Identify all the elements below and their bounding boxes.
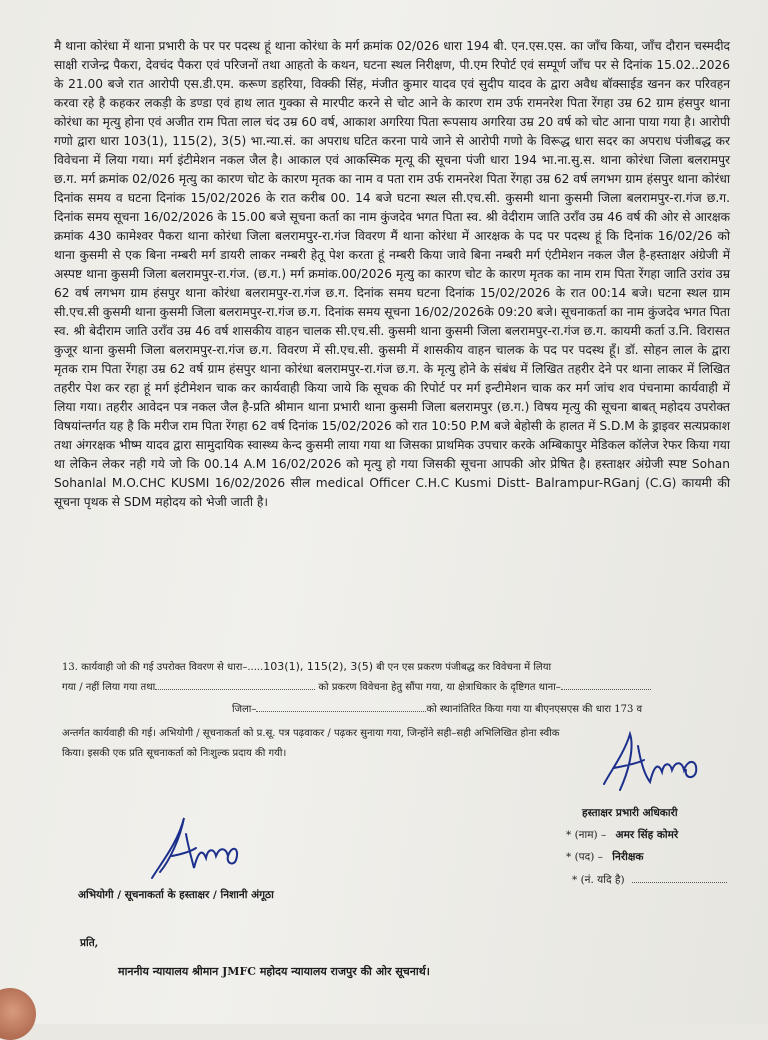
officer-post: निरीक्षक — [612, 851, 644, 863]
complainant-signature-label: अभियोगी / सूचनाकर्ता के हस्ताक्षर / निशानी अंगूठा — [78, 889, 274, 901]
section-13-line-2: गया / नहीं लिया गया तथा को प्रकरण विवेचना हेतु सौंपा गया, या क्षेत्राधिकार के दृष्टिगत थाना– — [62, 679, 651, 693]
officer-number-row: * (नं. यदि है) — [572, 872, 727, 887]
officer-signature — [600, 728, 710, 798]
finger-in-frame — [0, 988, 36, 1040]
officer-name: अमर सिंह कोमरे — [615, 829, 679, 841]
section-13-line-4: अन्तर्गत कार्यवाही की गई। अभियोगी / सूचनाकर्ता को प्र.सू. पत्र पढ़वाकर / पढ़कर सुनाया गया, जिन्होंने सही–सही अभिलिखित होना स्वीक — [62, 728, 560, 739]
copy-to-label: प्रति, — [80, 937, 99, 949]
section-13-line-5: किया। इसकी एक प्रति सूचनाकर्ता को निःशुल्क प्रदाय की गयी। — [62, 748, 287, 759]
officer-name-row: * (नाम) – अमर सिंह कोमरे — [566, 829, 679, 841]
section-13-line-1: 13. कार्यवाही जो की गई उपरोक्त विवरण से धारा–.....103(1), 115(2), 3(5) बी एन एस प्रकरण पंजीबद्ध कर विवेचना में लिया — [62, 660, 552, 673]
complainant-signature — [142, 812, 242, 882]
section-values: 103(1), 115(2), 3(5) — [263, 660, 374, 673]
blank-field — [155, 679, 315, 690]
narrative-text — [54, 37, 730, 512]
section-13-line-3: जिला– को स्थानांतिरित किया गया या बीएनएसएस की धारा 173 व — [232, 701, 642, 715]
narrative-paragraph: मै थाना कोरंधा में थाना प्रभारी के पर पर पदस्थ हूं थाना कोरंधा के मर्ग क्रमांक 02/026 धारा 194 बी. एन.एस.एस. का जाँच किया, जाँच दौरान चस्मदीद साक्षी राजेन्द्र पैकरा, देवचंद पैकरा एवं परिजनों तथा आहतो के कथन, घटना स्थल निरीक्षण, पी.एम रिपोर्ट एवं सम्पूर्ण जाँच पर से दिनांक 15.02..2026 के 21.00 बजे रात आरोपी एस.डी.एम. करूण डहरिया, विक्की सिंह, मंजीत कुमार यादव एवं सुदीप यादव के द्वारा अवैध बॉक्साईड खनन कर परिवहन करवा रहे है कहकर लकड़ी के डण्डा एवं हाथ लात गुक्का से मारपीट करने से चोट आने के कारण राम उर्फ रामनरेश पिता रेंगहा उम्र 62 ग्राम हंसपुर थाना कोरंधा का मृत्यु होना एवं अजीत राम पिता लाल चंद उम्र 60 वर्ष, आकाश अगरिया पिता रूपसाय अगरिया उम्र 20 वर्ष को चोट आना पाया गया है। आरोपी गणो द्वारा धारा 103(1), 115(2), 3(5) भा.न्या.सं. का अपराध घटित करना पाये जाने से आरोपी गणो के विरूद्ध धारा सदर का अपराध पंजीबद्ध कर विवेचना में लिया गया। मर्ग इंटीमेशन नकल जैल है। आकाल एवं आकस्मिक मृत्यू की सूचना पंजी धारा 194 भा.ना.सु.स. थाना कोरंधा जिला बलरामपुर छ.ग. मर्ग क्रमांक 02/026 मृत्यु का कारण चोट के कारण मृतक का नाम व पता राम उर्फ रामनरेश पिता रेंगहा उम्र 62 वर्ष लगभग ग्राम हंसपुर थाना कोरंधा दिनांक समय व घटना दिनांक 15/02/2026 के रात करीब 00. 14 बजे घटना स्थल सी.एच.सी. कुसमी थाना कुसमी जिला बलरामपुर-रा.गंज छ.ग. दिनांक समय सूचना 16/02/2026 के 15.00 बजे सूचना कर्ता का नाम कुंजदेव भगत पिता स्व. श्री वेदीराम जाति उराँव उम्र 46 वर्ष की ओर से आरक्षक क्रमांक 430 कामेश्वर पैकरा थाना कोरंधा जिला बलरामपुर-रा.गंज विवरण मैं थाना कोरंधा में आरक्षक के पद पर पदस्थ हूं कि दिनांक 16/02/26 को थाना कुसमी से एक बिना नम्बरी मर्ग डायरी लाकर नम्बरी हेतू पेश करता हूं नम्बरी किया जावे बिना नम्बरी मर्ग एंटीमेशन नकल जैल है-हस्ताक्षर अंग्रेजी में अस्पष्ट थाना कुसमी जिला बलरामपुर-रा.गंज. (छ.ग.) मर्ग क्रमांक.00/2026 मृत्यु का कारण चोट के कारण मृतक का नाम राम पिता रेंगहा जाति उरांव उम्र 62 वर्ष लगभग ग्राम हंसपुर थाना कोरंधा बलरामपुर-रा.गंज छ.ग. दिनांक समय घटना दिनांक 15/02/2026 के रात 00:14 बजे। घटना स्थल ग्राम सी.एच.सी कुसमी थाना कुसमी जिला बलरामपुर-रा.गंज छ.ग. दिनांक समय सूचना 16/02/2026के 09:20 बजे। सूचनाकर्ता का नाम कुंजदेव भगत पिता स्व. श्री बेदीराम जाति उराँव उम्र 46 वर्ष शासकीय वाहन चालक सी.एच.सी. कुसमी थाना कुसमी जिला बलरामपुर-रा.गंज छ.ग. कायमी कर्ता उ.नि. विरासत कुजूर थाना कुसमी जिला बलरामपुर-रा.गंज छ.ग. विवरण में सी.एच.सी. कुसमी में शासकीय वाहन चालक के पद पर पदस्थ हूँ। डॉ. सोहन लाल के द्वारा मृतक राम पिता रेंगहा उम्र 62 वर्ष ग्राम हंसपुर थाना कोरंधा बलरामपुर-रा.गंज छ.ग. के मृत्यु होने के संबंध में लिखित तहरीर देने पर थाना लाकर में लिखित तहरीर पेश कर रहा हूं मर्ग इंटीमेशन चाक कर कार्यवाही किया जाये कि सूचक की रिपोर्ट पर मर्ग इन्टीमेशन चाक कर मर्ग जांच शव पंचनामा कार्यवाही में लिया गया। तहरीर आवेदन पत्र नकल जैल है-प्रति श्रीमान थाना प्रभारी थाना कुसमी जिला बलरामपुर (छ.ग.) विषय मृत्यु की सूचना बाबत् महोदय उपरोक्त विषयांन्तर्गत यह है कि मरीज राम पिता रेंगहा 62 वर्ष दिनांक 15/02/2026 को रात 10:50 P.M बजे बेहोसी के हालत में S.D.M के ड्राइवर सत्यप्रकाश तथा अंगरक्षक भीष्म यादव द्वारा सामुदायिक स्वास्थ्य केन्द कुसमी लाया गया था जिसका प्राथमिक उपचार करके अम्बिकापुर मेडिकल कॉलेज रेफर किया गया था लेकिन लेकर नही गये जो कि 00.14 A.M 16/02/2026 को मृत्यु हो गया जिसकी सूचना आपकी ओर प्रेषित है। हस्ताक्षर अंग्रेजी स्पष्ट Sohan Sohanlal M.O.CHC KUSMI 16/02/2026 सील medical Officer C.H.C Kusmi Distt- Balrampur-RGanj (C.G) कायमी की सूचना पृथक से SDM महोदय को भेजी जाती है। — [54, 39, 731, 509]
officer-signature-label: हस्ताक्षर प्रभारी अधिकारी — [582, 807, 678, 819]
officer-post-row: * (पद) – निरीक्षक — [566, 851, 644, 863]
blank-field — [632, 872, 727, 883]
copy-to-court: माननीय न्यायालय श्रीमान JMFC महोदय न्यायालय राजपुर की ओर सूचनार्थ। — [118, 965, 430, 978]
blank-field — [256, 701, 426, 712]
blank-field — [561, 679, 651, 690]
